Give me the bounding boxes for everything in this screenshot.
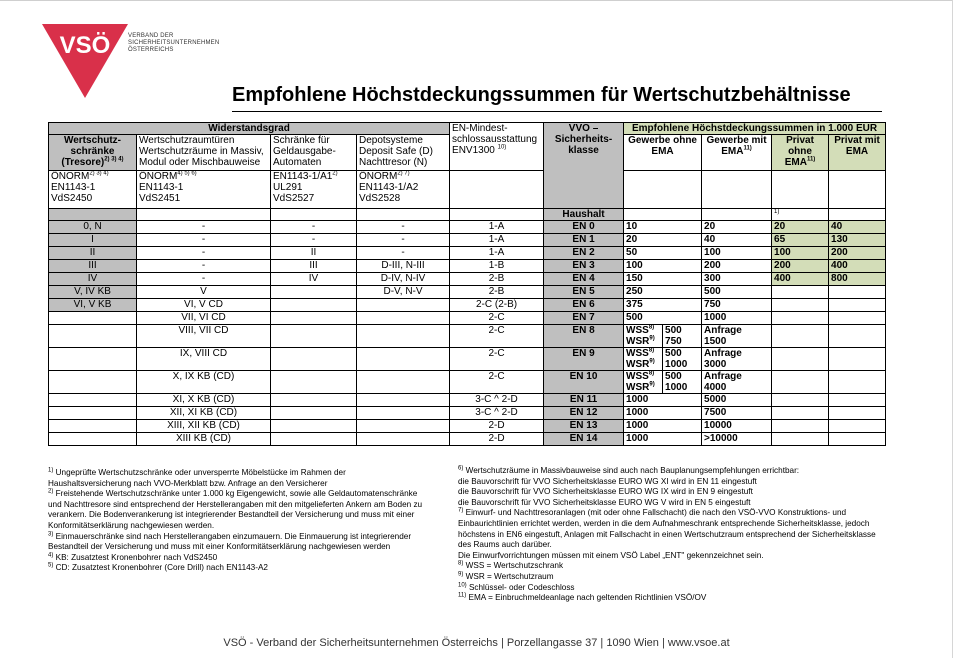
cell-privat-ohne [772, 325, 829, 348]
table-row [49, 299, 886, 312]
footnote: $^{6)}$ Wertschutzräume in Massivbauweise sind auch nach Bauplanungsempfehlungen errichtbar: [458, 465, 800, 475]
cell-deposit: - [357, 234, 450, 247]
cell-gewerbe-ohne: 1000 [624, 420, 702, 433]
haushalt-note: 1) [772, 209, 829, 221]
cell-privat-ohne [772, 420, 829, 433]
cell-privat-ohne: 20 [772, 221, 829, 234]
cell-deposit [357, 312, 450, 325]
cell-automaten [271, 420, 357, 433]
cell-deposit: - [357, 221, 450, 234]
table-row [49, 394, 886, 407]
footnotes-left [48, 468, 428, 574]
cell-raeume: - [137, 221, 271, 234]
cell-gewerbe-mit: 7500 [702, 407, 772, 420]
cell-automaten: - [271, 234, 357, 247]
cell-deposit [357, 371, 450, 394]
document-title: Empfohlene Höchstdeckungssummen für Wertschutzbehältnisse [232, 84, 851, 106]
cell-vvo: EN 3 [544, 260, 624, 273]
haushalt-spacer [624, 209, 702, 221]
cell-privat-mit [829, 420, 886, 433]
cell-en-mindest: 1-A [450, 247, 544, 260]
table-row [49, 348, 886, 371]
cell-gewerbe-mit: Anfrage 1500 [702, 325, 772, 348]
cell-automaten [271, 286, 357, 299]
cell-automaten [271, 371, 357, 394]
cell-privat-ohne [772, 371, 829, 394]
haushalt-spacer [357, 209, 450, 221]
cell-deposit [357, 407, 450, 420]
group-header-resistance: Widerstandsgrad [49, 123, 450, 135]
cell-tresore: V, IV KB [49, 286, 137, 299]
cell-tresore [49, 420, 137, 433]
cell-tresore: IV [49, 273, 137, 286]
cell-raeume: VI, V CD [137, 299, 271, 312]
table-row [49, 325, 886, 348]
group-header-coverage: Empfohlene Höchstdeckungssummen in 1.000 EUR [624, 123, 886, 135]
cell-automaten: II [271, 247, 357, 260]
cell-deposit [357, 348, 450, 371]
cell-raeume: XIII KB (CD) [137, 433, 271, 446]
footnote: $^{9)}$ WSR = Wertschutzraum [458, 571, 554, 581]
cell-gewerbe-mit: >10000 [702, 433, 772, 446]
cell-tresore [49, 371, 137, 394]
cell-privat-mit: 130 [829, 234, 886, 247]
cell-vvo: EN 13 [544, 420, 624, 433]
cell-automaten [271, 394, 357, 407]
haushalt-spacer [829, 209, 886, 221]
norm-deposit: $ÖNORM^{2) 7)}$ EN1143-1/A2 VdS2528 [357, 171, 450, 209]
wss-line: WSS$^{8)}$ 500 [626, 325, 701, 336]
wsr-line: WSR$^{9)}$ 1000 [626, 359, 701, 370]
title-rule [232, 111, 882, 112]
cell-raeume: - [137, 273, 271, 286]
col-header-privat-mit: Privat mit EMA [829, 135, 886, 171]
cell-gewerbe-mit: 500 [702, 286, 772, 299]
cell-gewerbe-ohne: 500 [624, 312, 702, 325]
wss-line: WSS$^{8)}$ 500 [626, 371, 701, 382]
cell-en-mindest: 2-C (2-B) [450, 299, 544, 312]
cell-automaten [271, 325, 357, 348]
col-header-en-mindest: EN-Mindest-schlossausstattung ENV1300 $^{10)}$ [450, 123, 544, 171]
footnote: $^{4)}$ KB: Zusatztest Kronenbohrer nach VdS2450 [48, 552, 218, 562]
cell-gewerbe-ohne [624, 348, 702, 371]
col-header-vvo: VVO – Sicherheits-klasse [544, 123, 624, 209]
cell-privat-mit [829, 394, 886, 407]
table-row [49, 371, 886, 394]
cell-privat-ohne [772, 407, 829, 420]
cell-privat-mit [829, 371, 886, 394]
cell-vvo: EN 11 [544, 394, 624, 407]
table-row [49, 433, 886, 446]
cell-vvo: EN 4 [544, 273, 624, 286]
footnote: die Bauvorschrift für VVO Sicherheitsklasse EURO WG XI wird in EN 11 eingestuft [458, 476, 757, 486]
footnote: $^{11)}$ EMA = Einbruchmeldeanlage nach geltenden Richtlinien VSÖ/OV [458, 592, 707, 603]
cell-vvo: EN 10 [544, 371, 624, 394]
table-row [49, 286, 886, 299]
cell-privat-ohne: 100 [772, 247, 829, 260]
cell-gewerbe-mit: 200 [702, 260, 772, 273]
cell-deposit [357, 299, 450, 312]
cell-en-mindest: 2-C [450, 348, 544, 371]
cell-privat-mit: 200 [829, 247, 886, 260]
cell-raeume: V [137, 286, 271, 299]
cell-vvo: EN 8 [544, 325, 624, 348]
cell-raeume: - [137, 234, 271, 247]
logo-line: SICHERHEITSUNTERNEHMEN [128, 40, 220, 46]
cell-en-mindest: 2-B [450, 273, 544, 286]
cell-raeume: X, IX KB (CD) [137, 371, 271, 394]
cell-privat-mit: 800 [829, 273, 886, 286]
cell-privat-mit [829, 348, 886, 371]
cell-en-mindest: 2-D [450, 433, 544, 446]
page-edge-top [0, 0, 953, 1]
table-row [49, 260, 886, 273]
cell-privat-mit: 40 [829, 221, 886, 234]
cell-en-mindest: 2-C [450, 312, 544, 325]
cell-raeume: VIII, VII CD [137, 325, 271, 348]
cell-privat-mit: 400 [829, 260, 886, 273]
norm-automaten: EN1143-1/A1$^{2)}$ UL291 VdS2527 [271, 171, 357, 209]
col-header-gewerbe-ohne: Gewerbe ohne EMA [624, 135, 702, 171]
haushalt-spacer [137, 209, 271, 221]
cell-deposit [357, 394, 450, 407]
cell-raeume: XI, X KB (CD) [137, 394, 271, 407]
cell-privat-mit [829, 286, 886, 299]
cell-privat-ohne [772, 433, 829, 446]
vsoe-logo-triangle [40, 20, 130, 100]
cell-gewerbe-ohne: 150 [624, 273, 702, 286]
wsr-line: WSR$^{9)}$ 750 [626, 336, 701, 347]
cell-automaten [271, 433, 357, 446]
footnote: $^{7)}$ Einwurf- und Nachttresoranlagen (mit oder ohne Fallschacht) die nach den VSÖ-VVO Konstruktions- und Einbaurichtlinien errichtet werden, werden in die dem Aufnahmeschrank entsprechende Sicherheitsklasse, jedoch höchstens in EN6 eingestuft, Anlagen mit Fallschacht in einen Wertschutzraum entsprechend der Sicherheitsklasse des Raums auch darüber. [458, 507, 876, 550]
logo-mark: VSÖ [59, 32, 111, 59]
cell-tresore: VI, V KB [49, 299, 137, 312]
cell-gewerbe-ohne: 1000 [624, 394, 702, 407]
coverage-table [48, 122, 886, 446]
cell-deposit: D-V, N-V [357, 286, 450, 299]
cell-privat-mit [829, 433, 886, 446]
cell-gewerbe-mit: Anfrage 3000 [702, 348, 772, 371]
norm-go-empty [624, 171, 702, 209]
cell-tresore [49, 394, 137, 407]
cell-privat-ohne [772, 286, 829, 299]
col-header-deposit: Depotsysteme Deposit Safe (D) Nachttresor (N) [357, 135, 450, 171]
table-row [49, 247, 886, 260]
cell-tresore [49, 433, 137, 446]
cell-privat-ohne [772, 299, 829, 312]
table-row [49, 234, 886, 247]
cell-vvo: EN 12 [544, 407, 624, 420]
footnote: Die Einwurfvorrichtungen müssen mit einem VSÖ Label „ENT" gekennzeichnet sein. [458, 550, 764, 560]
cell-gewerbe-ohne: 250 [624, 286, 702, 299]
cell-vvo: EN 14 [544, 433, 624, 446]
cell-gewerbe-ohne [624, 371, 702, 394]
cell-en-mindest: 1-A [450, 221, 544, 234]
table-row [49, 221, 886, 234]
vsoe-logo [40, 20, 130, 100]
cell-en-mindest: 2-B [450, 286, 544, 299]
cell-gewerbe-ohne: 20 [624, 234, 702, 247]
wss-line: WSS$^{8)}$ 500 [626, 348, 701, 359]
cell-en-mindest: 3-C ^ 2-D [450, 407, 544, 420]
cell-vvo: EN 2 [544, 247, 624, 260]
table-row [49, 273, 886, 286]
cell-deposit: D-IV, N-IV [357, 273, 450, 286]
cell-privat-mit [829, 299, 886, 312]
cell-tresore [49, 312, 137, 325]
haushalt-spacer [49, 209, 137, 221]
table-row [49, 407, 886, 420]
cell-automaten [271, 348, 357, 371]
wsr-line: WSR$^{9)}$ 1000 [626, 382, 701, 393]
cell-gewerbe-mit: 20 [702, 221, 772, 234]
cell-gewerbe-mit: 100 [702, 247, 772, 260]
cell-en-mindest: 3-C ^ 2-D [450, 394, 544, 407]
norm-pm-empty [829, 171, 886, 209]
footnote: $^{3)}$ Einmauerschränke sind nach Herstellerangaben einzumauern. Die Einmauerung ist integrierender Bestandteil der Versicherung und muss mit einer Konformitätserklärung nachgewiesen werden [48, 530, 412, 552]
cell-raeume: XIII, XII KB (CD) [137, 420, 271, 433]
cell-privat-ohne: 200 [772, 260, 829, 273]
footnote: die Bauvorschrift für VVO Sicherheitsklasse EURO WG V wird in EN 5 eingestuft [458, 497, 751, 507]
cell-gewerbe-mit: 10000 [702, 420, 772, 433]
cell-automaten [271, 407, 357, 420]
col-header-raeume: Wertschutzraumtüren Wertschutzräume in Massiv, Modul oder Mischbauweise [137, 135, 271, 171]
logo-line: VERBAND DER [128, 33, 174, 39]
cell-raeume: - [137, 247, 271, 260]
cell-deposit [357, 420, 450, 433]
cell-gewerbe-ohne: 100 [624, 260, 702, 273]
cell-deposit: - [357, 247, 450, 260]
cell-en-mindest: 2-C [450, 371, 544, 394]
cell-gewerbe-ohne: 10 [624, 221, 702, 234]
cell-en-mindest: 2-D [450, 420, 544, 433]
footnote: $^{10)}$ Schlüssel- oder Codeschloss [458, 581, 575, 592]
haushalt-spacer [271, 209, 357, 221]
cell-privat-mit [829, 312, 886, 325]
cell-raeume: - [137, 260, 271, 273]
cell-privat-mit [829, 407, 886, 420]
cell-vvo: EN 6 [544, 299, 624, 312]
haushalt-label: Haushalt [544, 209, 624, 221]
cell-tresore [49, 348, 137, 371]
footnote: $^{1)}$ Ungeprüfte Wertschutzschränke oder unversperrte Möbelstücke im Rahmen der Haushaltsversicherung nach VVO-Merkblatt bzw. Anfrage an den Versicherer [48, 467, 346, 488]
cell-vvo: EN 9 [544, 348, 624, 371]
col-header-tresore: Wertschutz-schränke (Tresore)$^{2) 3) 4)}$ [49, 135, 137, 171]
cell-gewerbe-mit: Anfrage 4000 [702, 371, 772, 394]
cell-automaten [271, 312, 357, 325]
cell-tresore: III [49, 260, 137, 273]
cell-tresore [49, 407, 137, 420]
cell-en-mindest: 1-A [450, 234, 544, 247]
cell-gewerbe-ohne: 375 [624, 299, 702, 312]
table-row [49, 312, 886, 325]
cell-privat-ohne: 65 [772, 234, 829, 247]
footnote: $^{5)}$ CD: Zusatztest Kronenbohrer (Core Drill) nach EN1143-A2 [48, 562, 268, 573]
cell-gewerbe-ohne: 1000 [624, 407, 702, 420]
cell-privat-ohne [772, 394, 829, 407]
norm-raeume: $ÖNORM^{4) 5) 6)}$ EN1143-1 VdS2451 [137, 171, 271, 209]
cell-gewerbe-ohne: 50 [624, 247, 702, 260]
cell-privat-ohne: 400 [772, 273, 829, 286]
cell-gewerbe-mit: 40 [702, 234, 772, 247]
cell-vvo: EN 0 [544, 221, 624, 234]
cell-privat-ohne [772, 312, 829, 325]
cell-gewerbe-mit: 750 [702, 299, 772, 312]
cell-raeume: VII, VI CD [137, 312, 271, 325]
footnote: $^{2)}$ Freistehende Wertschutzschränke unter 1.000 kg Eigengewicht, sowie alle Geldautomatenschränke und Nachttresore sind entsprechend der Herstellerangaben mit den mitgelieferten Ankern am Boden zu verankern. Die Bodenverankerung ist integrierender Bestandteil der Versicherung und muss mit einer Konformitätserklärung nachgewiesen werden. [48, 488, 423, 530]
cell-tresore: 0, N [49, 221, 137, 234]
page-footer: VSÖ - Verband der Sicherheitsunternehmen Österreichs | Porzellangasse 37 | 1090 Wien | www.vsoe.at [223, 637, 730, 649]
logo-text [128, 33, 219, 54]
cell-tresore: II [49, 247, 137, 260]
haushalt-spacer [702, 209, 772, 221]
cell-automaten [271, 299, 357, 312]
cell-deposit [357, 325, 450, 348]
cell-privat-ohne [772, 348, 829, 371]
cell-raeume: IX, VIII CD [137, 348, 271, 371]
norm-gm-empty [702, 171, 772, 209]
cell-gewerbe-mit: 5000 [702, 394, 772, 407]
cell-gewerbe-mit: 300 [702, 273, 772, 286]
cell-tresore: I [49, 234, 137, 247]
footnotes-right [458, 466, 886, 604]
col-header-gewerbe-mit: Gewerbe mit EMA$^{11)}$ [702, 135, 772, 171]
table-row [49, 420, 886, 433]
cell-automaten: - [271, 221, 357, 234]
cell-vvo: EN 5 [544, 286, 624, 299]
footnote: die Bauvorschrift für VVO Sicherheitsklasse EURO WG IX wird in EN 9 eingestuft [458, 487, 753, 497]
cell-vvo: EN 1 [544, 234, 624, 247]
cell-gewerbe-mit: 1000 [702, 312, 772, 325]
cell-tresore [49, 325, 137, 348]
col-header-privat-ohne: Privat ohne EMA$^{11)}$ [772, 135, 829, 171]
haushalt-spacer [450, 209, 544, 221]
col-header-automaten: Schränke für Geldausgabe-Automaten [271, 135, 357, 171]
norm-po-empty [772, 171, 829, 209]
norm-en-empty [450, 171, 544, 209]
cell-en-mindest: 1-B [450, 260, 544, 273]
cell-raeume: XII, XI KB (CD) [137, 407, 271, 420]
cell-privat-mit [829, 325, 886, 348]
cell-vvo: EN 7 [544, 312, 624, 325]
cell-gewerbe-ohne: 1000 [624, 433, 702, 446]
cell-automaten: III [271, 260, 357, 273]
footnote: $^{8)}$ WSS = Wertschutzschrank [458, 560, 564, 571]
logo-line: ÖSTERREICHS [128, 47, 174, 53]
norm-tresore: $ÖNORM^{2) 3) 4)}$ EN1143-1 VdS2450 [49, 171, 137, 209]
cell-deposit [357, 433, 450, 446]
cell-en-mindest: 2-C [450, 325, 544, 348]
cell-automaten: IV [271, 273, 357, 286]
cell-deposit: D-III, N-III [357, 260, 450, 273]
cell-gewerbe-ohne [624, 325, 702, 348]
